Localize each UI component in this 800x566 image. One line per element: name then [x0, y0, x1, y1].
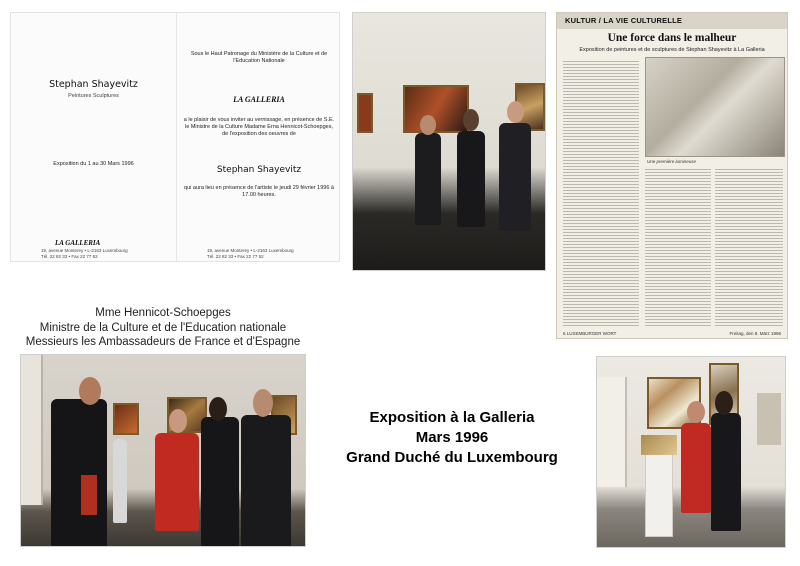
person-head: [507, 101, 524, 123]
invitation-address: 19, avenue Monterey • L-2163 Luxembourg Tél. 22 82 33 • Fax 22 77 52: [41, 248, 128, 259]
person-head: [715, 391, 733, 415]
invitation-right-panel: [177, 13, 340, 261]
person: [457, 131, 485, 227]
photo-minister-group: [20, 354, 306, 547]
person: [241, 415, 291, 547]
people-caption: Mme Hennicot-Schoepges Ministre de la Culture et de l'Education nationale Messieurs les Ambassadeurs de France et d'Espagne: [25, 307, 301, 348]
painting: [357, 93, 373, 133]
newspaper-photo-caption: Une première lumineuse: [647, 159, 697, 164]
painting: [113, 403, 139, 435]
person: [711, 413, 741, 531]
sculpture-pedestal: [645, 453, 673, 537]
newspaper-footer: 6 LUXEMBURGER WORT Freitag, den 8. März 1996: [563, 331, 781, 336]
invitation-invite-text: a le plaisir de vous inviter au vernissage, en présence de S.E. le Ministre de la Culture Madame Erna Hennicot-Schoepges, de l'exposition des oeuvres de: [183, 117, 335, 137]
invitation-artist-name: Stephan Shayevitz: [49, 79, 138, 90]
newspaper-kicker: KULTUR / LA VIE CULTURELLE: [565, 16, 683, 25]
person: [415, 133, 441, 225]
newspaper-column: [645, 167, 711, 327]
newspaper-photo: [645, 57, 785, 157]
newspaper-column: [715, 167, 783, 327]
person-head: [687, 401, 705, 423]
person-head: [169, 409, 187, 433]
person-red-dress: [681, 423, 711, 513]
newspaper-clipping: [556, 12, 788, 339]
person: [499, 123, 531, 231]
person-head: [79, 377, 101, 405]
newspaper-column: [563, 59, 639, 327]
newspaper-deck: Exposition de peintures et de sculptures de Stephan Shayevitz à La Galleria: [579, 47, 765, 53]
person-red-dress: [155, 433, 199, 531]
invitation-discipline: Peintures Sculptures: [68, 93, 119, 99]
person: [201, 417, 239, 547]
invitation-patronage: Sous le Haut Patronage du Ministère de la Culture et de l'Education Nationale: [190, 51, 328, 64]
sculpture: [641, 435, 677, 455]
invitation-artist-name-2: Stephan Shayevitz: [216, 165, 302, 175]
person: [51, 399, 107, 547]
invitation-presence-text: qui aura lieu en présence de l'artiste le jeudi 29 février 1996 à 17.00 heures.: [184, 185, 334, 198]
window: [21, 355, 43, 505]
painting: [403, 85, 469, 133]
person: [113, 439, 127, 523]
invitation-gallery-name: LA GALLERIA: [233, 95, 285, 104]
scarf: [81, 475, 97, 515]
exposition-caption: Exposition à la Galleria Mars 1996 Grand Duché du Luxembourg: [346, 409, 558, 466]
photo-gallery-conversation: [352, 12, 546, 271]
invitation-gallery-logo: LA GALLERIA: [55, 239, 101, 247]
invitation-dates: Exposition du 1 au 30 Mars 1996: [53, 161, 134, 167]
person-head: [253, 389, 273, 417]
person-head: [463, 109, 479, 131]
wall-artwork: [757, 393, 781, 445]
invitation-left-panel: [11, 13, 176, 261]
window: [597, 377, 627, 487]
invitation-right-address: 19, avenue Monterey • L-2163 Luxembourg Tél. 22 82 33 • Fax 22 77 52: [207, 248, 294, 259]
person-head: [420, 115, 436, 135]
invitation-card: [10, 12, 340, 262]
photo-sculpture-visit: [596, 356, 786, 548]
person-head: [209, 397, 227, 421]
newspaper-headline: Une force dans le malheur: [607, 32, 737, 44]
